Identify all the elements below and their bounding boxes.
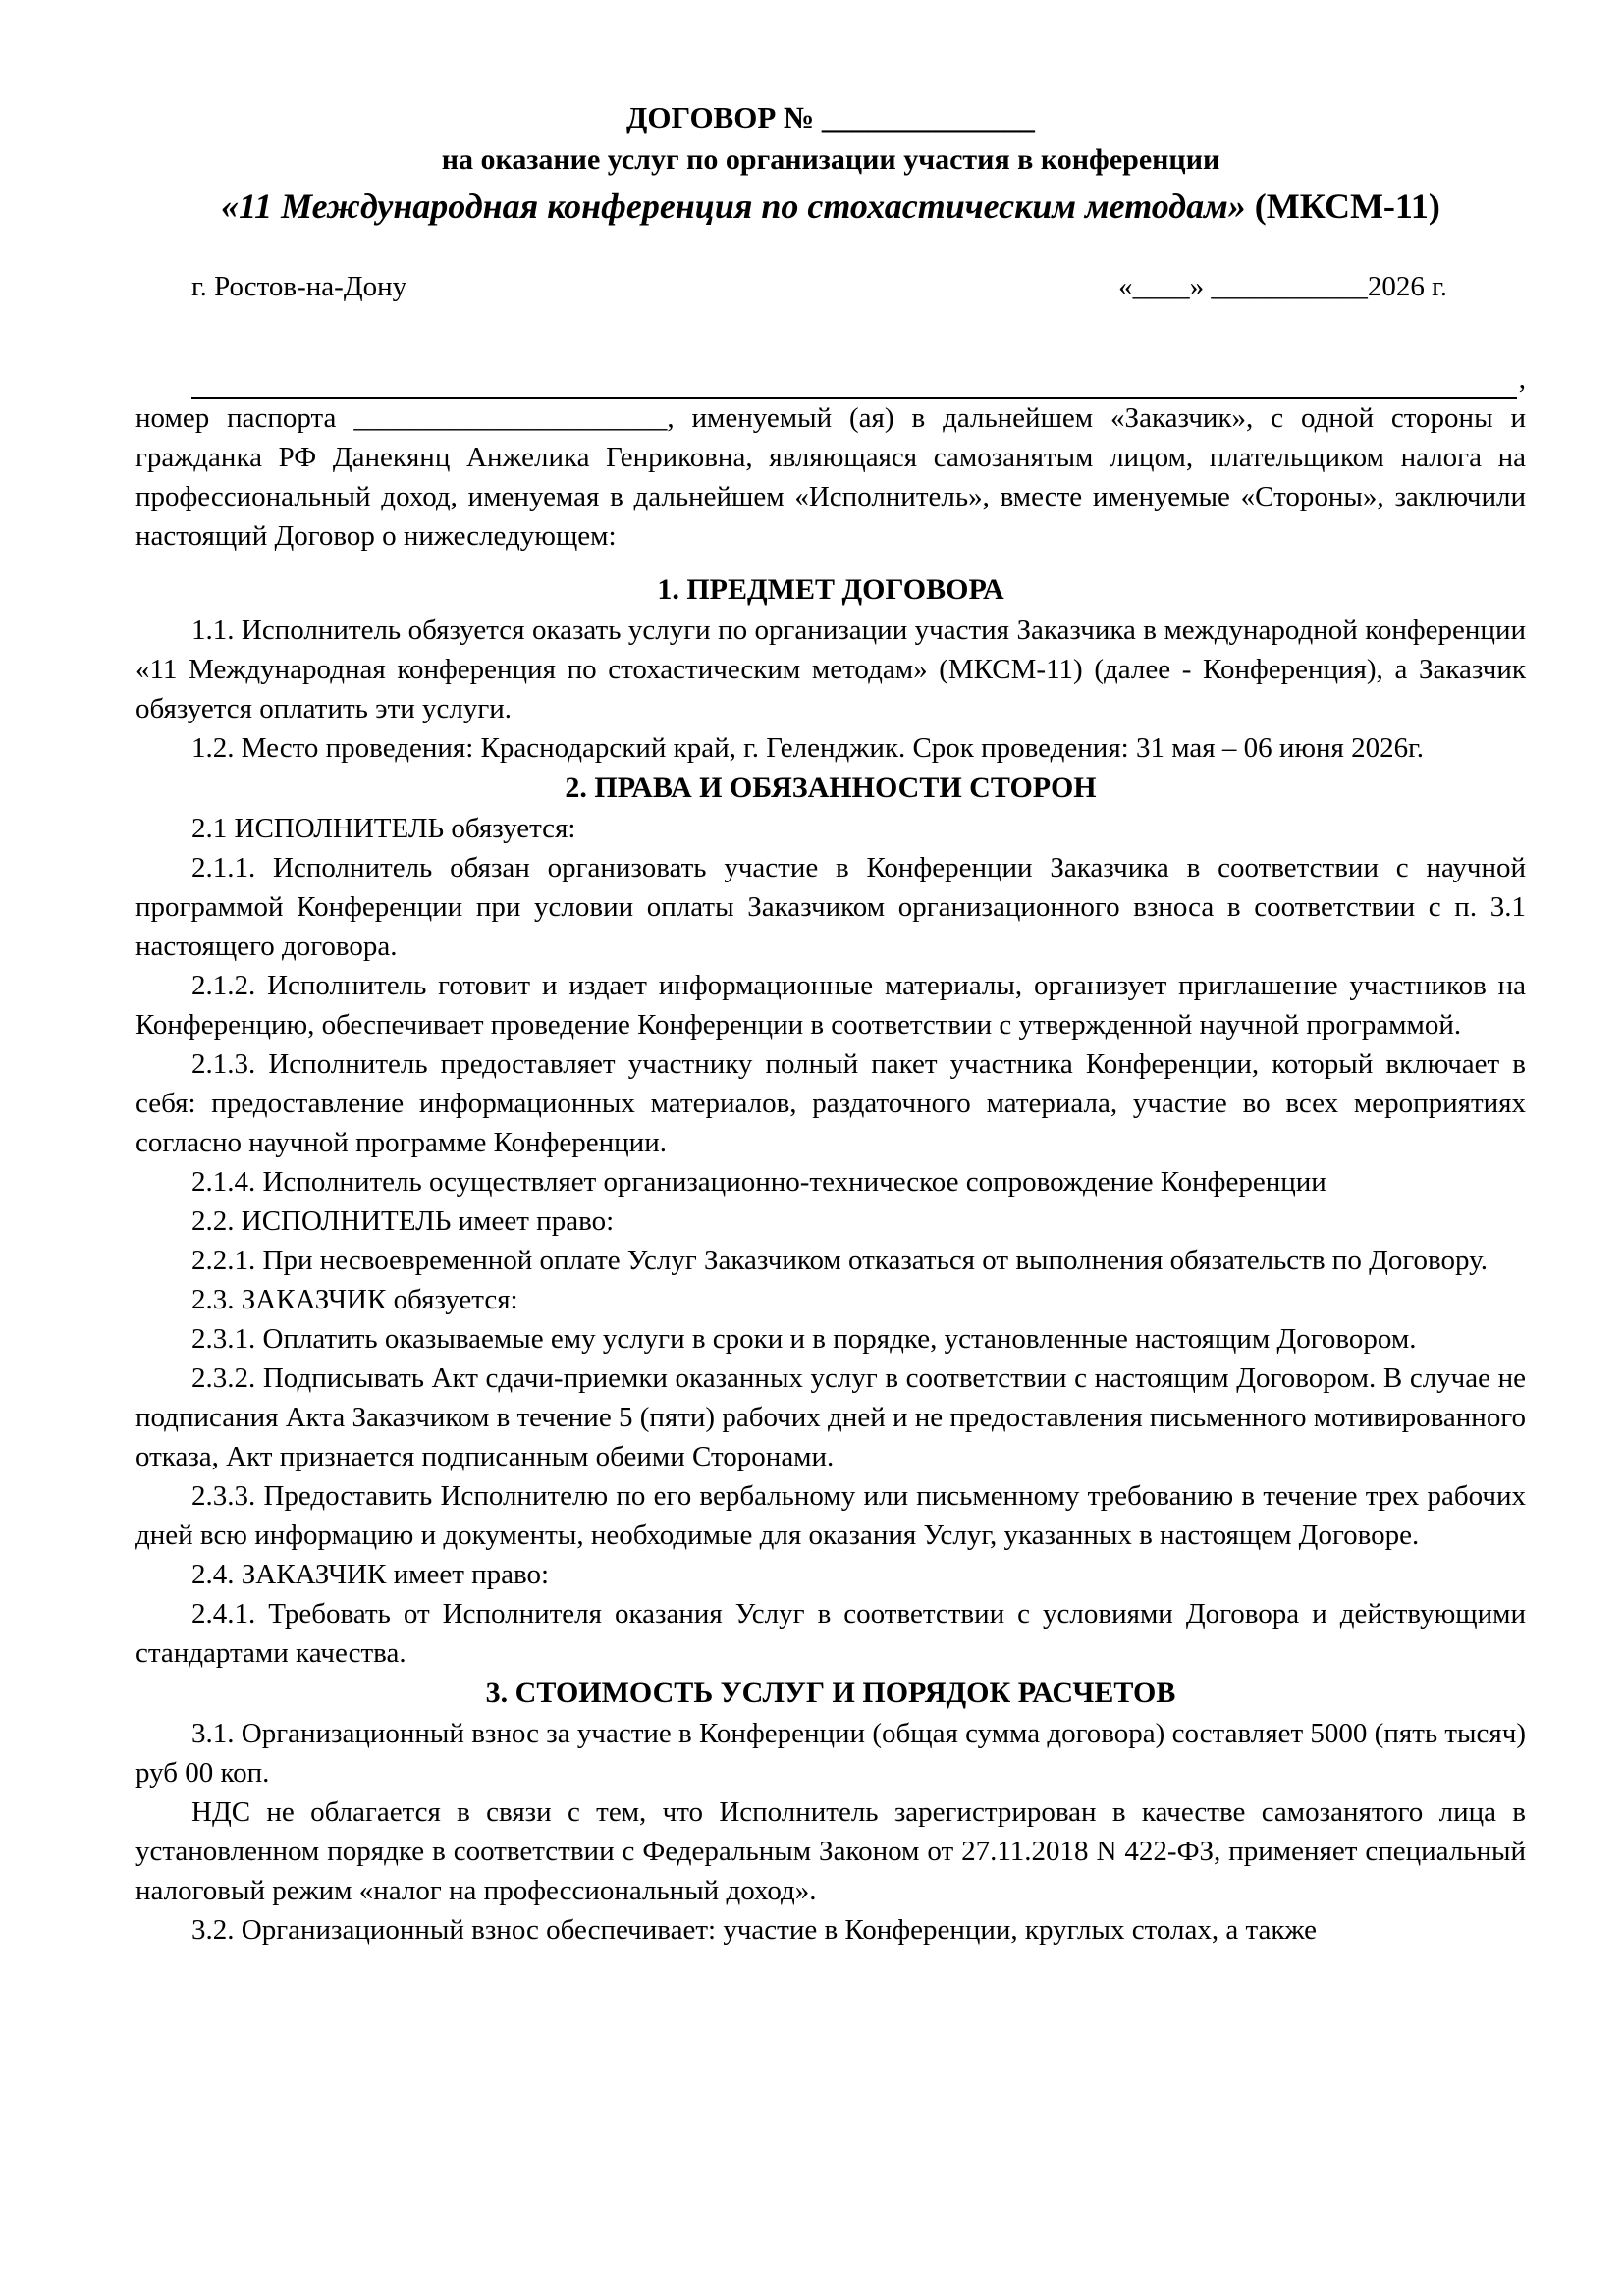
- contract-clause: 2.3.3. Предоставить Исполнителю по его вербальному или письменному требованию в течение трех рабочих дней всю информацию и документы, необходимые для оказания Услуг, указанных в настоящем Договоре.: [135, 1480, 1526, 1551]
- contract-clause: 3.1. Организационный взнос за участие в Конференции (общая сумма договора) составляет 5000 (пять тысяч) руб 00 коп.: [135, 1718, 1526, 1789]
- contract-clause: 2.2.1. При несвоевременной оплате Услуг Заказчиком отказаться от выполнения обязательств по Договору.: [191, 1245, 1488, 1276]
- contract-subtitle: на оказание услуг по организации участия в конференции: [441, 143, 1220, 176]
- contract-clause: 2.1.2. Исполнитель готовит и издает информационные материалы, организует приглашение участников на Конференцию, обеспечивает проведение Конференции в соответствии с утвержденной научной программой.: [135, 970, 1526, 1041]
- contract-clause: 2.3. ЗАКАЗЧИК обязуется:: [191, 1284, 518, 1315]
- section-heading: 3. СТОИМОСТЬ УСЛУГ И ПОРЯДОК РАСЧЕТОВ: [485, 1677, 1176, 1709]
- section-subject: [135, 569, 1526, 768]
- contract-date-blank: «____» ___________2026 г.: [1118, 271, 1447, 302]
- conference-name-line: [135, 181, 1526, 232]
- contract-clause: 2.1.1. Исполнитель обязан организовать участие в Конференции Заказчика в соответствии с научной программой Конференции при условии оплаты Заказчиком организационного взноса в соответствии с п. 3.1 настоящего договора.: [135, 852, 1526, 962]
- contract-clause: 2.4.1. Требовать от Исполнителя оказания Услуг в соответствии с условиями Договора и действующими стандартами качества.: [135, 1598, 1526, 1669]
- contract-clause: НДС не облагается в связи с тем, что Исполнитель зарегистрирован в качестве самозанятого лица в установленном порядке в соответствии с Федеральным Законом от 27.11.2018 N 422-ФЗ, применяет специальный налоговый режим «налог на профессиональный доход».: [135, 1796, 1526, 1906]
- section-heading: 1. ПРЕДМЕТ ДОГОВОРА: [657, 573, 1004, 606]
- conference-name-abbrev: (МКСМ-11): [1245, 187, 1440, 226]
- contract-clause: 2.2. ИСПОЛНИТЕЛЬ имеет право:: [191, 1205, 615, 1237]
- contract-place: г. Ростов-на-Дону: [191, 271, 407, 302]
- contract-clause: 2.1 ИСПОЛНИТЕЛЬ обязуется:: [191, 813, 576, 844]
- contract-title: ДОГОВОР № ______________: [626, 100, 1035, 134]
- blank-rule: [191, 363, 1517, 399]
- party-name-blank-line: [135, 359, 1526, 399]
- parties-intro-paragraph: номер паспорта ______________________, именуемый (ая) в дальнейшем «Заказчик», с одной стороны и гражданка РФ Данекянц Анжелика Генриковна, являющаяся самозанятым лицом, плательщиком налога на профессиональный доход, именуемая в дальнейшем «Исполнитель», вместе именуемые «Стороны», заключили настоящий Договор о нижеследующем:: [135, 402, 1526, 552]
- contract-clause: 1.1. Исполнитель обязуется оказать услуги по организации участия Заказчика в международной конференции «11 Международная конференция по стохастическим методам» (МКСМ-11) (далее - Конференция), а Заказчик обязуется оплатить эти услуги.: [135, 614, 1526, 724]
- contract-clause: 2.1.4. Исполнитель осуществляет организационно-техническое сопровождение Конференции: [191, 1166, 1326, 1198]
- contract-clause: 1.2. Место проведения: Краснодарский край, г. Геленджик. Срок проведения: 31 мая – 06 июня 2026г.: [191, 732, 1425, 764]
- section-rights-obligations: [135, 768, 1526, 1673]
- place-date-row: [135, 267, 1526, 306]
- contract-clause: 2.3.1. Оплатить оказываемые ему услуги в сроки и в порядке, установленные настоящим Договором.: [191, 1323, 1417, 1355]
- contract-clause: 2.3.2. Подписывать Акт сдачи-приемки оказанных услуг в соответствии с настоящим Договором. В случае не подписания Акта Заказчиком в течение 5 (пяти) рабочих дней и не предоставления письменного мотивированного отказа, Акт признается подписанным обеими Сторонами.: [135, 1362, 1527, 1472]
- section-heading: 2. ПРАВА И ОБЯЗАННОСТИ СТОРОН: [565, 772, 1097, 804]
- contract-clause: 3.2. Организационный взнос обеспечивает: участие в Конференции, круглых столах, а также: [191, 1914, 1318, 1946]
- blank-line-comma: ,: [1518, 363, 1526, 395]
- section-cost-payments: [135, 1673, 1526, 1949]
- conference-name-quoted: «11 Международная конференция по стохастическим методам»: [221, 187, 1246, 226]
- contract-clause: 2.1.3. Исполнитель предоставляет участнику полный пакет участника Конференции, который включает в себя: предоставление информационных материалов, раздаточного материала, участие во всех мероприятиях согласно научной программе Конференции.: [135, 1048, 1526, 1158]
- contract-clause: 2.4. ЗАКАЗЧИК имеет право:: [191, 1559, 550, 1590]
